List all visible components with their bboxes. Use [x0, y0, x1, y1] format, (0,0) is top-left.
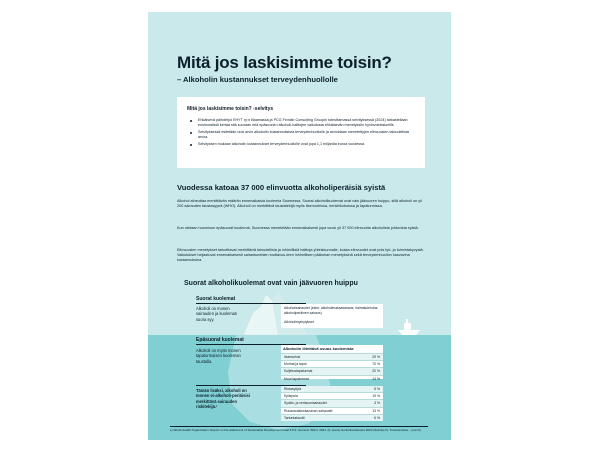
indirect-deaths-table-header: Alkoholin liitettävä osuus kuolemista [283, 346, 354, 351]
direct-deaths-cause: Alkoholimyrkytykset [284, 320, 314, 324]
row-value: 14 % [372, 376, 380, 381]
indirect-deaths-text: Alkoholi on myös monen tapaturmaisen kuoleman taustalla. [196, 348, 241, 364]
summary-bullet: Selvityksen mukaan alkoholin kustannukset terveydenhuollolle ovat jopa 1,1 miljardia euroa vuodessa. [187, 142, 417, 147]
row-name: Murhat ja tapot [284, 362, 307, 367]
row-value: 5 % [374, 387, 380, 391]
table-row [281, 367, 383, 374]
summary-box-title: Mitä jos laskisimme toisin? -selvitys [187, 106, 274, 112]
table-row [281, 407, 383, 414]
indirect-deaths-label: Epäsuorat kuolemat [196, 337, 244, 343]
infographic-page [148, 12, 451, 440]
paragraph: Elinvuosien menetykset tarkoittavat merkittäviä taloudellisia ja inhimillisiä haittoja yhteiskunnalle, koska elinvuodet ovat pois työ- ja toimintakyvystä. Vaikutukset heijastuvat ennenaikaisesti sairastuneiden tuottavuu-teen inhimillisen pääoman menetyksinä sekä terveydenhuollon kasvavina kustannuksina. [177, 248, 424, 263]
row-value: 20 % [372, 369, 380, 374]
row-value: 6 % [374, 415, 380, 420]
row-value: 3 % [374, 401, 380, 406]
footnote: 1) World Health Organization: Report on the attainment of Sustainable Development Goal 3.5.2. Geneva: WHO; 2024. (In press) Henkirikostaustoa 2020 (Selvitys.fi). Tutustumislue – (suo.fi) [170, 428, 421, 432]
row-name: Rintasyöpä [284, 387, 301, 391]
table-row [281, 414, 383, 421]
row-name: Muut tapaturmat [284, 376, 309, 381]
row-name: Kuljetustapaturmat [284, 369, 313, 374]
row-value: 19 % [372, 394, 380, 399]
row-name: Epilepsia [284, 394, 298, 399]
direct-deaths-cause: Alkoholisairaudet (esim. alkoholimaksasairaus, haimatulehdus, alkoholiperäinen sairaus) [284, 306, 379, 315]
row-value: 13 % [372, 408, 380, 413]
row-name: Itsemurhat [284, 355, 301, 359]
row-name: Sydän- ja verisuonisairaudet [284, 401, 327, 406]
page-title: Mitä jos laskisimme toisin? [177, 53, 392, 72]
direct-deaths-text: Alkoholi on monen sairauden ja kuoleman suora syy. [196, 306, 238, 322]
indirect-deaths-table [281, 345, 383, 379]
risk-factor-text: Tämän lisäksi, alkoholi on monen ei-alkoholi-periäisisi merkittävä sairauden riskitekijä.¹ [196, 388, 250, 410]
row-value: 29 % [372, 355, 380, 359]
row-name: Tartuntataudit [284, 415, 305, 420]
boat-icon [398, 319, 420, 335]
section-heading-iceberg: Suorat alkoholikuolemat ovat vain jäävuoren huippu [184, 280, 358, 287]
paragraph: Kun otetaan huomioon epäsuorat kuolemat, Suomessa menetetään ennenaikaisesti jopa vuosi yli 37 000 elinvuotta alkoholista johtuvista syistä. [177, 226, 419, 230]
summary-bullet: Selvityksessä esitetään uusi arvio alkoholin kustannuksista terveydenhuollolle ja arvioidaan menetettyjen elinvuosien taloudellista arvoa. [187, 130, 417, 140]
table-row [281, 360, 383, 367]
direct-deaths-label: Suorat kuolemat [196, 296, 236, 302]
summary-bullet: Ehkäisevä päihdetyö EHYT ry:n tilaamassa ja PCG Finnish Consulting Groupin toteuttamassa selvityksessä (2024) tarkastellaan ensimmäistä kertaa sitä suoraan eriä epäsuorien alkoholi-haittojen vaikutusta ehkäisevän menetyksiin hyvinvointialueille. [187, 118, 417, 128]
risk-factor-table [281, 386, 383, 419]
paragraph: Alkohol aiheuttaa merkittävän määrän ennenaikaisia kuolemia Suomessa. Suorat alkoholikuolemat ovat vain jäävuoren huippu, sillä alkoholi on yli 200 sairauden taustasyynä (WHO). Alkoholi on merkittävä taustatekijä myös itsemurhissa, henkirikoksissa ja tapaturmissa. [177, 199, 422, 209]
table-row [281, 399, 383, 406]
section-heading-lost-life-years: Vuodessa katoaa 37 000 elinvuotta alkoholiperäisiä syistä [177, 183, 386, 192]
footnote-divider [170, 426, 428, 427]
row-name: Ruuansulatuskanavan sairaudet [284, 408, 333, 413]
row-value: 70 % [372, 362, 380, 367]
page-subtitle: – Alkoholin kustannukset terveydenhuollolle [177, 75, 338, 84]
table-row [281, 375, 383, 382]
table-row [281, 353, 383, 360]
table-row [281, 392, 383, 399]
direct-deaths-table [281, 304, 383, 328]
